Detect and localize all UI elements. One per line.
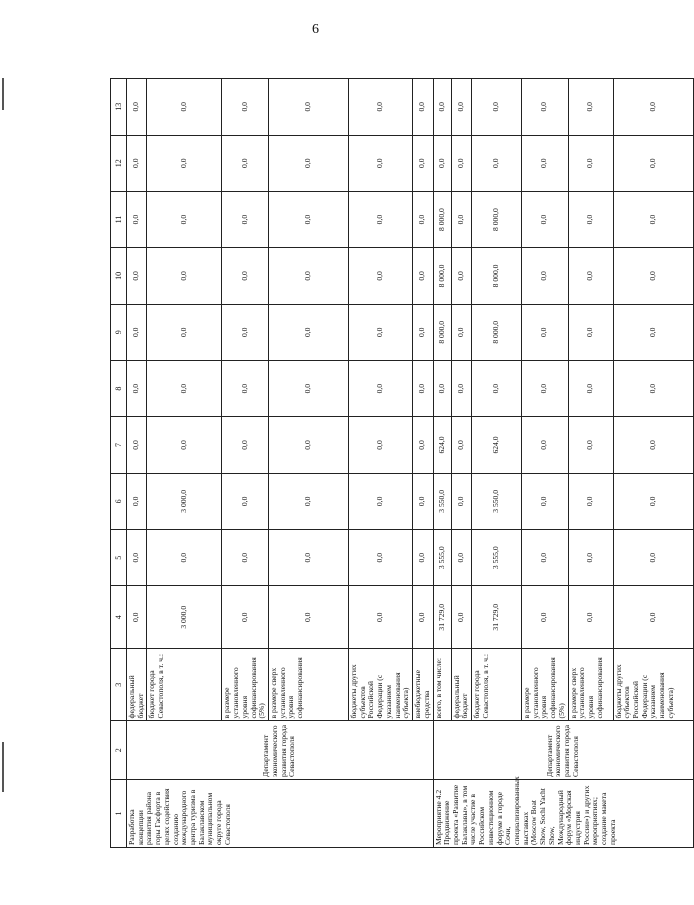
value-cell: 8 000,0: [433, 191, 451, 247]
header-cell: 1: [111, 779, 127, 847]
value-cell: 0,0: [127, 79, 147, 136]
value-cell: 0,0: [222, 530, 269, 586]
value-cell: 0,0: [127, 473, 147, 529]
value-cell: 0,0: [222, 135, 269, 191]
value-cell: 0,0: [147, 304, 222, 360]
value-cell: 0,0: [222, 473, 269, 529]
value-cell: 0,0: [521, 473, 568, 529]
value-cell: 0,0: [147, 191, 222, 247]
margin-mark: [2, 742, 4, 792]
value-cell: 0,0: [147, 360, 222, 416]
value-cell: 0,0: [269, 135, 349, 191]
value-cell: 0,0: [521, 360, 568, 416]
value-cell: 3 555,0: [471, 530, 521, 586]
value-cell: 0,0: [222, 417, 269, 473]
value-cell: 0,0: [451, 417, 471, 473]
value-cell: 0,0: [613, 417, 693, 473]
activity-name-cell: Разработка концепции развития района горы Гасфорта в целях содействия созданию международного центра туризма в Балаклавском муниципальном округе города Севастополя: [127, 779, 434, 847]
table-body: [111, 79, 694, 848]
header-cell: 7: [111, 417, 127, 473]
value-cell: 0,0: [613, 304, 693, 360]
value-cell: 0,0: [222, 586, 269, 649]
table-row: [433, 79, 451, 848]
value-cell: 0,0: [269, 360, 349, 416]
value-cell: 0,0: [349, 304, 413, 360]
page-number: 6: [312, 22, 319, 37]
margin-mark: [2, 78, 4, 110]
funding-source-cell: федеральный бюджет: [451, 649, 471, 721]
value-cell: 0,0: [222, 360, 269, 416]
value-cell: 0,0: [568, 417, 613, 473]
funding-source-cell: бюджеты других субъектов Российской Федерации (с указанием наименования субъекта): [349, 649, 413, 721]
value-cell: 0,0: [471, 360, 521, 416]
value-cell: 31 729,0: [471, 586, 521, 649]
value-cell: 8 000,0: [433, 248, 451, 304]
value-cell: 0,0: [568, 473, 613, 529]
value-cell: 0,0: [349, 248, 413, 304]
header-cell: 11: [111, 191, 127, 247]
value-cell: 0,0: [127, 248, 147, 304]
value-cell: 0,0: [269, 586, 349, 649]
value-cell: 0,0: [269, 191, 349, 247]
value-cell: 0,0: [127, 417, 147, 473]
value-cell: 0,0: [521, 417, 568, 473]
value-cell: 0,0: [413, 79, 433, 136]
value-cell: 0,0: [471, 79, 521, 136]
value-cell: 3 550,0: [433, 473, 451, 529]
value-cell: 8 000,0: [471, 248, 521, 304]
value-cell: 0,0: [413, 586, 433, 649]
value-cell: 0,0: [413, 530, 433, 586]
value-cell: 0,0: [451, 304, 471, 360]
value-cell: 0,0: [521, 530, 568, 586]
value-cell: 0,0: [568, 304, 613, 360]
value-cell: 3 555,0: [433, 530, 451, 586]
value-cell: 0,0: [613, 135, 693, 191]
funding-source-cell: в размере установленного уровня софинансирования (5%): [521, 649, 568, 721]
funding-source-cell: в размере сверх установленного уровня софинансирования: [568, 649, 613, 721]
value-cell: 0,0: [269, 304, 349, 360]
value-cell: 0,0: [222, 191, 269, 247]
header-cell: 5: [111, 530, 127, 586]
value-cell: 0,0: [349, 530, 413, 586]
value-cell: 0,0: [349, 191, 413, 247]
value-cell: 0,0: [349, 79, 413, 136]
value-cell: 624,0: [471, 417, 521, 473]
value-cell: 0,0: [568, 360, 613, 416]
value-cell: 3 000,0: [147, 586, 222, 649]
value-cell: 0,0: [147, 530, 222, 586]
value-cell: 0,0: [222, 248, 269, 304]
value-cell: 0,0: [413, 304, 433, 360]
value-cell: 0,0: [451, 79, 471, 136]
value-cell: 0,0: [613, 586, 693, 649]
header-row: [111, 79, 127, 848]
value-cell: 0,0: [269, 473, 349, 529]
header-cell: 8: [111, 360, 127, 416]
value-cell: 0,0: [269, 530, 349, 586]
rotated-table-wrapper: [110, 78, 675, 848]
value-cell: 0,0: [613, 191, 693, 247]
value-cell: 0,0: [613, 360, 693, 416]
header-cell: 2: [111, 721, 127, 779]
value-cell: 8 000,0: [433, 304, 451, 360]
value-cell: 0,0: [433, 135, 451, 191]
value-cell: 0,0: [521, 135, 568, 191]
executor-cell: Департамент экономического развития города Севастополя: [433, 721, 693, 779]
value-cell: 0,0: [413, 417, 433, 473]
value-cell: 0,0: [521, 586, 568, 649]
value-cell: 0,0: [521, 248, 568, 304]
value-cell: 0,0: [413, 191, 433, 247]
value-cell: 0,0: [613, 473, 693, 529]
value-cell: 0,0: [568, 248, 613, 304]
value-cell: 0,0: [521, 304, 568, 360]
value-cell: 0,0: [451, 360, 471, 416]
header-cell: 13: [111, 79, 127, 136]
value-cell: 0,0: [349, 417, 413, 473]
value-cell: 0,0: [471, 135, 521, 191]
value-cell: 0,0: [568, 79, 613, 136]
funding-source-cell: в размере установленного уровня софинансирования (5%): [222, 649, 269, 721]
value-cell: 0,0: [451, 586, 471, 649]
value-cell: 0,0: [568, 530, 613, 586]
value-cell: 0,0: [222, 304, 269, 360]
header-cell: 12: [111, 135, 127, 191]
value-cell: 3 000,0: [147, 473, 222, 529]
funding-source-cell: всего, в том числе:: [433, 649, 451, 721]
value-cell: 0,0: [147, 79, 222, 136]
funding-source-cell: в размере сверх установленного уровня софинансирования: [269, 649, 349, 721]
value-cell: 0,0: [127, 586, 147, 649]
value-cell: 0,0: [147, 417, 222, 473]
value-cell: 31 729,0: [433, 586, 451, 649]
value-cell: 3 550,0: [471, 473, 521, 529]
funding-source-cell: бюджет города Севастополя, в т. ч.:: [147, 649, 222, 721]
value-cell: 0,0: [147, 135, 222, 191]
value-cell: 0,0: [127, 360, 147, 416]
value-cell: 0,0: [521, 191, 568, 247]
value-cell: 0,0: [127, 135, 147, 191]
value-cell: 0,0: [451, 530, 471, 586]
header-cell: 4: [111, 586, 127, 649]
value-cell: 0,0: [413, 473, 433, 529]
value-cell: 0,0: [451, 135, 471, 191]
funding-source-cell: бюджеты других субъектов Российской Федерации (с указанием наименования субъекта): [613, 649, 693, 721]
value-cell: 0,0: [269, 417, 349, 473]
executor-cell: Департамент экономического развития города Севастополя: [127, 721, 434, 779]
header-cell: 6: [111, 473, 127, 529]
value-cell: 0,0: [568, 586, 613, 649]
value-cell: 0,0: [451, 248, 471, 304]
funding-source-cell: внебюджетные средства: [413, 649, 433, 721]
value-cell: 0,0: [269, 79, 349, 136]
value-cell: 0,0: [613, 248, 693, 304]
table-row: [127, 79, 147, 848]
value-cell: 0,0: [147, 248, 222, 304]
value-cell: 0,0: [433, 79, 451, 136]
value-cell: 0,0: [413, 248, 433, 304]
value-cell: 0,0: [613, 79, 693, 136]
value-cell: 0,0: [349, 360, 413, 416]
value-cell: 0,0: [568, 191, 613, 247]
value-cell: 0,0: [127, 304, 147, 360]
value-cell: 0,0: [521, 79, 568, 136]
header-cell: 9: [111, 304, 127, 360]
value-cell: 0,0: [451, 473, 471, 529]
value-cell: 0,0: [413, 360, 433, 416]
header-cell: 3: [111, 649, 127, 721]
funding-source-cell: федеральный бюджет: [127, 649, 147, 721]
value-cell: 0,0: [349, 473, 413, 529]
value-cell: 0,0: [269, 248, 349, 304]
funding-source-cell: бюджет города Севастополя, в т. ч.:: [471, 649, 521, 721]
activity-name-cell: Мероприятие 4.2 Продвижение проекта «Развитие Балаклавы», в том числе участие в Российском инвестиционном форуме в городе Сочи, специализированных выставках (Moscow Boat Show, Sochi Yacht Show, Международный форум «Морская индустрия России») и других мероприятиях; создание макета проекта: [433, 779, 693, 847]
value-cell: 0,0: [349, 586, 413, 649]
header-cell: 10: [111, 248, 127, 304]
value-cell: 0,0: [349, 135, 413, 191]
value-cell: 8 000,0: [471, 191, 521, 247]
value-cell: 0,0: [451, 191, 471, 247]
value-cell: 0,0: [413, 135, 433, 191]
value-cell: 0,0: [613, 530, 693, 586]
value-cell: 0,0: [127, 191, 147, 247]
value-cell: 0,0: [127, 530, 147, 586]
value-cell: 624,0: [433, 417, 451, 473]
budget-table: [110, 78, 694, 848]
value-cell: 0,0: [568, 135, 613, 191]
value-cell: 0,0: [222, 79, 269, 136]
value-cell: 0,0: [433, 360, 451, 416]
value-cell: 8 000,0: [471, 304, 521, 360]
